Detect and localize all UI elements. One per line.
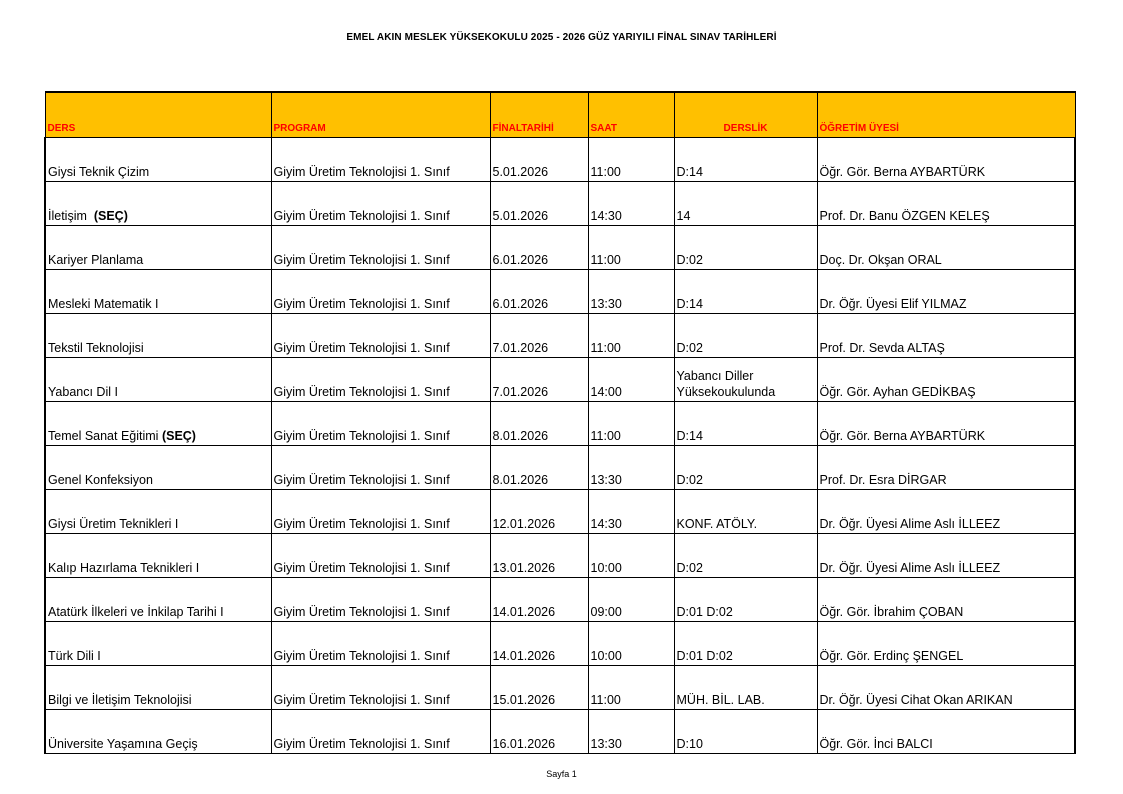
cell-ders-text: Genel Konfeksiyon bbox=[48, 473, 153, 487]
cell-derslik-text: D:14 bbox=[676, 297, 703, 311]
cell-ders-text: Giysi Üretim Teknikleri I bbox=[48, 517, 179, 531]
cell-saat bbox=[588, 182, 674, 226]
cell-program-text: Giyim Üretim Teknolojisi 1. Sınıf bbox=[273, 517, 450, 531]
cell-final-tarihi bbox=[490, 138, 588, 182]
cell-program bbox=[271, 182, 490, 226]
cell-ogretim-uyesi bbox=[817, 534, 1075, 578]
cell-ders-text: Bilgi ve İletişim Teknolojisi bbox=[48, 693, 192, 707]
cell-derslik bbox=[674, 270, 817, 314]
cell-program-text: Giyim Üretim Teknolojisi 1. Sınıf bbox=[273, 385, 450, 399]
cell-program-text: Giyim Üretim Teknolojisi 1. Sınıf bbox=[273, 605, 450, 619]
cell-derslik bbox=[674, 402, 817, 446]
cell-program bbox=[271, 578, 490, 622]
cell-program bbox=[271, 226, 490, 270]
cell-final-tarihi-text: 15.01.2026 bbox=[492, 693, 556, 707]
cell-ders bbox=[45, 314, 271, 358]
cell-ogretim-uyesi bbox=[817, 578, 1075, 622]
cell-ders-text: Giysi Teknik Çizim bbox=[48, 165, 150, 179]
cell-ders bbox=[45, 402, 271, 446]
cell-derslik bbox=[674, 138, 817, 182]
cell-ders bbox=[45, 666, 271, 710]
table-row bbox=[45, 226, 1075, 270]
cell-saat-text: 10:00 bbox=[590, 561, 622, 575]
elective-marker: (SEÇ) bbox=[93, 209, 128, 223]
cell-derslik-text: D:14 bbox=[676, 429, 703, 443]
cell-ogretim-uyesi bbox=[817, 666, 1075, 710]
cell-saat bbox=[588, 534, 674, 578]
table-row bbox=[45, 182, 1075, 226]
cell-final-tarihi-text: 6.01.2026 bbox=[492, 253, 549, 267]
cell-saat-text: 13:30 bbox=[590, 473, 622, 487]
cell-program-text: Giyim Üretim Teknolojisi 1. Sınıf bbox=[273, 473, 450, 487]
header-program: PROGRAM bbox=[271, 92, 490, 138]
cell-derslik-text: D:02 bbox=[676, 253, 703, 267]
cell-ders-text: Türk Dili I bbox=[48, 649, 101, 663]
cell-ders bbox=[45, 446, 271, 490]
table-row bbox=[45, 138, 1075, 182]
cell-derslik bbox=[674, 446, 817, 490]
cell-program bbox=[271, 534, 490, 578]
cell-derslik bbox=[674, 314, 817, 358]
cell-final-tarihi-text: 14.01.2026 bbox=[492, 605, 556, 619]
cell-ogretim-uyesi bbox=[817, 270, 1075, 314]
cell-ders bbox=[45, 226, 271, 270]
exam-schedule-table bbox=[44, 91, 1076, 754]
cell-derslik-text: D:01 D:02 bbox=[676, 649, 733, 663]
cell-program bbox=[271, 490, 490, 534]
cell-saat-text: 13:30 bbox=[590, 737, 622, 751]
cell-ogretim-uyesi-text: Öğr. Gör. Ayhan GEDİKBAŞ bbox=[819, 385, 976, 399]
cell-final-tarihi bbox=[490, 182, 588, 226]
cell-program-text: Giyim Üretim Teknolojisi 1. Sınıf bbox=[273, 209, 450, 223]
cell-ogretim-uyesi bbox=[817, 358, 1075, 402]
cell-derslik bbox=[674, 182, 817, 226]
cell-derslik-text: D:02 bbox=[676, 473, 703, 487]
cell-ders bbox=[45, 270, 271, 314]
cell-saat bbox=[588, 622, 674, 666]
cell-ogretim-uyesi bbox=[817, 182, 1075, 226]
cell-saat-text: 14:30 bbox=[590, 209, 622, 223]
page-footer: Sayfa 1 bbox=[546, 769, 577, 779]
cell-ogretim-uyesi bbox=[817, 138, 1075, 182]
cell-ogretim-uyesi-text: Dr. Öğr. Üyesi Elif YILMAZ bbox=[819, 297, 967, 311]
cell-ders-text: Mesleki Matematik I bbox=[48, 297, 159, 311]
cell-saat bbox=[588, 138, 674, 182]
cell-saat-text: 14:00 bbox=[590, 385, 622, 399]
cell-program bbox=[271, 138, 490, 182]
cell-final-tarihi-text: 13.01.2026 bbox=[492, 561, 556, 575]
cell-saat bbox=[588, 578, 674, 622]
cell-final-tarihi-text: 8.01.2026 bbox=[492, 429, 549, 443]
cell-derslik bbox=[674, 710, 817, 754]
header-ders: DERS bbox=[45, 92, 271, 138]
header-ogretim-uyesi: ÖĞRETİM ÜYESİ bbox=[817, 92, 1075, 138]
cell-final-tarihi-text: 12.01.2026 bbox=[492, 517, 556, 531]
cell-program bbox=[271, 270, 490, 314]
cell-ogretim-uyesi bbox=[817, 622, 1075, 666]
cell-ogretim-uyesi-text: Öğr. Gör. İnci BALCI bbox=[819, 737, 933, 751]
cell-program-text: Giyim Üretim Teknolojisi 1. Sınıf bbox=[273, 341, 450, 355]
cell-final-tarihi bbox=[490, 490, 588, 534]
table-row bbox=[45, 402, 1075, 446]
cell-final-tarihi bbox=[490, 314, 588, 358]
cell-saat bbox=[588, 270, 674, 314]
table-row bbox=[45, 446, 1075, 490]
table-row bbox=[45, 534, 1075, 578]
cell-ders-text: Kalıp Hazırlama Teknikleri I bbox=[48, 561, 200, 575]
cell-ogretim-uyesi bbox=[817, 490, 1075, 534]
cell-saat-text: 09:00 bbox=[590, 605, 622, 619]
table-row bbox=[45, 622, 1075, 666]
cell-ders-text: İletişim bbox=[48, 209, 94, 223]
table-row bbox=[45, 490, 1075, 534]
cell-program bbox=[271, 622, 490, 666]
cell-derslik-text: D:01 D:02 bbox=[676, 605, 733, 619]
header-saat: SAAT bbox=[588, 92, 674, 138]
cell-derslik bbox=[674, 534, 817, 578]
cell-saat-text: 11:00 bbox=[590, 253, 621, 267]
cell-derslik-text: D:14 bbox=[676, 165, 703, 179]
cell-derslik-text: D:02 bbox=[676, 341, 703, 355]
cell-ogretim-uyesi-text: Prof. Dr. Esra DİRGAR bbox=[819, 473, 947, 487]
cell-final-tarihi-text: 16.01.2026 bbox=[492, 737, 556, 751]
cell-ogretim-uyesi-text: Doç. Dr. Okşan ORAL bbox=[819, 253, 942, 267]
cell-saat bbox=[588, 710, 674, 754]
cell-program-text: Giyim Üretim Teknolojisi 1. Sınıf bbox=[273, 737, 450, 751]
cell-ders bbox=[45, 490, 271, 534]
cell-ogretim-uyesi-text: Prof. Dr. Banu ÖZGEN KELEŞ bbox=[819, 209, 990, 223]
cell-ders-text: Yabancı Dil I bbox=[48, 385, 118, 399]
table-row bbox=[45, 314, 1075, 358]
cell-derslik-text: 14 bbox=[676, 209, 691, 223]
cell-saat bbox=[588, 446, 674, 490]
cell-saat bbox=[588, 314, 674, 358]
cell-derslik bbox=[674, 490, 817, 534]
cell-derslik bbox=[674, 666, 817, 710]
cell-derslik-text: KONF. ATÖLY. bbox=[676, 517, 758, 531]
cell-derslik bbox=[674, 622, 817, 666]
cell-final-tarihi bbox=[490, 578, 588, 622]
cell-final-tarihi-text: 7.01.2026 bbox=[492, 341, 549, 355]
cell-ogretim-uyesi-text: Prof. Dr. Sevda ALTAŞ bbox=[819, 341, 945, 355]
cell-final-tarihi bbox=[490, 710, 588, 754]
cell-program-text: Giyim Üretim Teknolojisi 1. Sınıf bbox=[273, 649, 450, 663]
cell-derslik-text: D:02 bbox=[676, 561, 703, 575]
cell-derslik-text: MÜH. BİL. LAB. bbox=[676, 693, 765, 707]
cell-final-tarihi bbox=[490, 446, 588, 490]
cell-final-tarihi-text: 5.01.2026 bbox=[492, 209, 549, 223]
cell-saat-text: 11:00 bbox=[590, 693, 621, 707]
cell-saat bbox=[588, 666, 674, 710]
cell-ders-text: Atatürk İlkeleri ve İnkilap Tarihi I bbox=[48, 605, 224, 619]
cell-saat-text: 14:30 bbox=[590, 517, 622, 531]
cell-program-text: Giyim Üretim Teknolojisi 1. Sınıf bbox=[273, 693, 450, 707]
cell-derslik-text: D:10 bbox=[676, 737, 703, 751]
cell-final-tarihi bbox=[490, 622, 588, 666]
cell-ogretim-uyesi bbox=[817, 314, 1075, 358]
cell-program-text: Giyim Üretim Teknolojisi 1. Sınıf bbox=[273, 253, 450, 267]
elective-marker: (SEÇ) bbox=[161, 429, 196, 443]
cell-program bbox=[271, 358, 490, 402]
cell-ders-text: Tekstil Teknolojisi bbox=[48, 341, 144, 355]
cell-ogretim-uyesi-text: Öğr. Gör. Berna AYBARTÜRK bbox=[819, 429, 986, 443]
cell-saat-text: 11:00 bbox=[590, 341, 621, 355]
cell-program-text: Giyim Üretim Teknolojisi 1. Sınıf bbox=[273, 165, 450, 179]
header-final-tarihi: FİNALTARİHİ bbox=[490, 92, 588, 138]
cell-saat-text: 13:30 bbox=[590, 297, 622, 311]
cell-program bbox=[271, 402, 490, 446]
cell-ders bbox=[45, 358, 271, 402]
cell-ders-text: Üniversite Yaşamına Geçiş bbox=[48, 737, 198, 751]
table-row bbox=[45, 358, 1075, 402]
cell-ders bbox=[45, 138, 271, 182]
cell-final-tarihi bbox=[490, 270, 588, 314]
cell-ders bbox=[45, 710, 271, 754]
cell-ders-text: Temel Sanat Eğitimi bbox=[48, 429, 162, 443]
cell-derslik bbox=[674, 226, 817, 270]
cell-program bbox=[271, 314, 490, 358]
page-title: EMEL AKIN MESLEK YÜKSEKOKULU 2025 - 2026 GÜZ YARIYILI FİNAL SINAV TARİHLERİ bbox=[346, 32, 777, 43]
cell-program-text: Giyim Üretim Teknolojisi 1. Sınıf bbox=[273, 429, 450, 443]
cell-ders bbox=[45, 182, 271, 226]
cell-saat bbox=[588, 490, 674, 534]
cell-ogretim-uyesi bbox=[817, 710, 1075, 754]
cell-ders bbox=[45, 534, 271, 578]
table-row bbox=[45, 578, 1075, 622]
cell-saat-text: 11:00 bbox=[590, 429, 621, 443]
cell-program bbox=[271, 666, 490, 710]
cell-derslik-text: Yabancı Diller Yüksekoukulunda bbox=[676, 369, 776, 399]
cell-ogretim-uyesi-text: Öğr. Gör. İbrahim ÇOBAN bbox=[819, 605, 964, 619]
cell-final-tarihi-text: 5.01.2026 bbox=[492, 165, 549, 179]
cell-ders-text: Kariyer Planlama bbox=[48, 253, 144, 267]
cell-program bbox=[271, 446, 490, 490]
cell-ogretim-uyesi bbox=[817, 446, 1075, 490]
table-row bbox=[45, 270, 1075, 314]
cell-derslik bbox=[674, 578, 817, 622]
cell-saat bbox=[588, 226, 674, 270]
cell-ogretim-uyesi-text: Öğr. Gör. Erdinç ŞENGEL bbox=[819, 649, 964, 663]
cell-saat bbox=[588, 402, 674, 446]
cell-final-tarihi-text: 7.01.2026 bbox=[492, 385, 549, 399]
cell-ders bbox=[45, 578, 271, 622]
table-header-row bbox=[45, 92, 1075, 138]
cell-final-tarihi-text: 8.01.2026 bbox=[492, 473, 549, 487]
cell-program-text: Giyim Üretim Teknolojisi 1. Sınıf bbox=[273, 561, 450, 575]
table-row bbox=[45, 710, 1075, 754]
cell-ogretim-uyesi bbox=[817, 402, 1075, 446]
cell-final-tarihi bbox=[490, 226, 588, 270]
cell-ogretim-uyesi-text: Öğr. Gör. Berna AYBARTÜRK bbox=[819, 165, 986, 179]
cell-final-tarihi bbox=[490, 402, 588, 446]
cell-final-tarihi bbox=[490, 666, 588, 710]
cell-final-tarihi bbox=[490, 358, 588, 402]
cell-ogretim-uyesi-text: Dr. Öğr. Üyesi Alime Aslı İLLEEZ bbox=[819, 561, 1001, 575]
table-row bbox=[45, 666, 1075, 710]
cell-ogretim-uyesi bbox=[817, 226, 1075, 270]
header-derslik: DERSLİK bbox=[674, 92, 817, 138]
cell-program bbox=[271, 710, 490, 754]
cell-saat-text: 10:00 bbox=[590, 649, 622, 663]
cell-final-tarihi-text: 6.01.2026 bbox=[492, 297, 549, 311]
cell-ogretim-uyesi-text: Dr. Öğr. Üyesi Alime Aslı İLLEEZ bbox=[819, 517, 1001, 531]
cell-ogretim-uyesi-text: Dr. Öğr. Üyesi Cihat Okan ARIKAN bbox=[819, 693, 1013, 707]
cell-final-tarihi-text: 14.01.2026 bbox=[492, 649, 556, 663]
cell-program-text: Giyim Üretim Teknolojisi 1. Sınıf bbox=[273, 297, 450, 311]
cell-saat bbox=[588, 358, 674, 402]
cell-saat-text: 11:00 bbox=[590, 165, 621, 179]
cell-final-tarihi bbox=[490, 534, 588, 578]
cell-derslik bbox=[674, 358, 817, 402]
cell-ders bbox=[45, 622, 271, 666]
